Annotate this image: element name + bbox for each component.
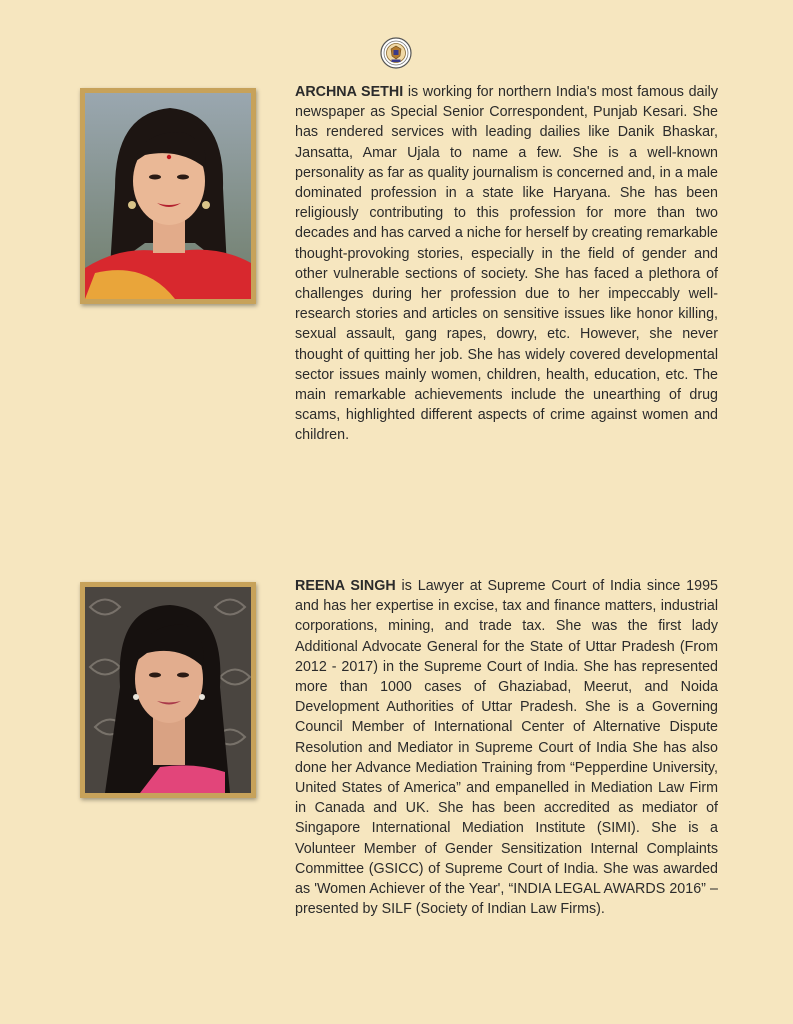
portrait-photo [85, 93, 251, 299]
profile-name: REENA SINGH [295, 578, 396, 594]
profile-bio [295, 82, 718, 446]
emblem-logo-icon [380, 37, 412, 69]
profile-bio-text: is working for northern India's most famous daily newspaper as Special Senior Correspondent, Punjab Kesari. She has rendered services with leading dailies like Danik Bhaskar, Jansatta, Amar Ujala to name a few. She is a well-known personality as far as quality journalism is concerned and, in a male dominated profession in a state like Haryana. She has been religiously contributing to this profession for more than two decades and has carved a niche for herself by creating remarkable thought-provoking stories, especially in the field of gender and other vulnerable sections of society. She has faced a plethora of challenges during her profession due to her impeccably well-research stories and articles on sensitive issues like honor killing, sexual assault, gang rapes, dowry, etc. However, she never thought of quitting her job. She has widely covered developmental sector issues mainly women, children, health, education, etc. The main remarkable achievements include the unearthing of drug scams, highlighted different aspects of crime against women and children. [295, 84, 718, 444]
profile-photo-frame [80, 582, 256, 798]
profile-name: ARCHNA SETHI [295, 84, 404, 100]
portrait-photo [85, 587, 251, 793]
profile-bio [295, 576, 718, 919]
profile-photo-frame [80, 88, 256, 304]
profile-bio-text: is Lawyer at Supreme Court of India since 1995 and has her expertise in excise, tax and finance matters, industrial corporations, mining, and trade tax. She was the first lady Additional Advocate General for the State of Uttar Pradesh (From 2012 - 2017) in the Supreme Court of India. She has represented more than 1000 cases of Ghaziabad, Meerut, and Noida Development Authorities of Uttar Pradesh. She is a Governing Council Member of International Center of Alternative Dispute Resolution and Mediator in Supreme Court of India She has also done her Advance Mediation Training from “Pepperdine University, United States of America” and empanelled in Mediation Law Firm in Canada and UK. She has been accredited as mediator of Singapore International Mediation Institute (SIMI). She is a Volunteer Member of Gender Sensitization Internal Complaints Committee (GSICC) of Supreme Court of India. She was awarded as 'Women Achiever of the Year', “INDIA LEGAL AWARDS 2016” – presented by SILF (Society of Indian Law Firms). [295, 578, 718, 918]
